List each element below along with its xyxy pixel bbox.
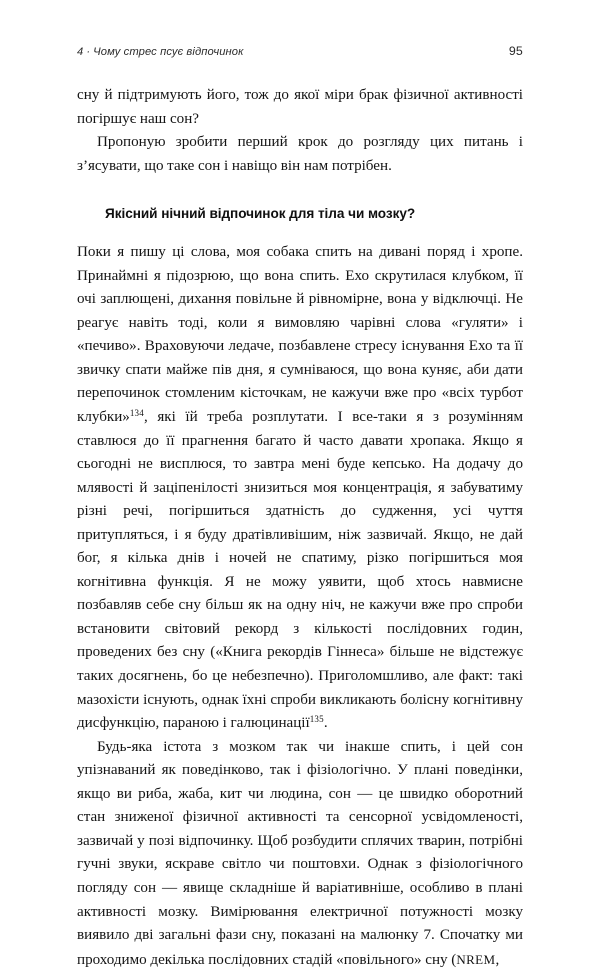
footnote-reference-134: 134 (129, 408, 144, 419)
chapter-title: Чому стрес псує відпочинок (93, 46, 244, 58)
paragraph-text-segment: . (323, 715, 328, 732)
paragraph-sleep-phases (77, 736, 523, 972)
running-head-title (77, 46, 244, 58)
paragraph-text-segment: Поки я пишу ці слова, моя собака спить на дивані поряд і хропе. Принаймні я підозрюю, що вона спить. Ехо скрутилася клубком, її очі заплющені, дихання повільне й рівномірне, вона у відключці. Не реагує навіть тоді, коли я вимовляю чарівні слова «гуляти» і «печиво». Враховуючи ледаче, позбавлене стресу існування Ехо та її звичку спати майже пів дня, я сумніваюся, що вона куняє, аби дати перепочинок стомленим кісточкам, не кажучи вже про «всіх турбот клубки» (77, 244, 523, 426)
paragraph-text-segment: , які їй треба розплутати. І все-таки я з розумінням ставлюся до її прагнення багато й часто давати хропака. Якщо я сьогодні не висплюся, то завтра мені буде кепсько. На додачу до млявості й заціпенілості знизиться моя концентрація, я забуватиму різні речі, погіршиться здатність до судження, усі чуття притупляться, і я буду дратівливішим, ніж зазвичай. Якщо, не дай бог, я кілька днів і ночей не спатиму, різко погіршиться моя когнітивна функція. Я не можу уявити, щоб хтось навмисне позбавляв себе сну більш як на одну ніч, не кажучи вже про спроби встановити світовий рекорд з кількості послідовних годин, проведених без сну («Книга рекордів Гіннеса» більше не відстежує таких досягнень, бо це небезпечно). Приголомшливо, але факт: такі мазохісти існують, однак їхні спроби викликають болісну когнітивну дисфункцію, параною і галюцинації (77, 409, 523, 732)
running-head (77, 44, 523, 58)
paragraph-dog-echo (77, 241, 523, 735)
footnote-reference-135: 135 (309, 714, 324, 725)
paragraph-text-segment: , (495, 951, 500, 968)
chapter-number: 4 (77, 46, 84, 58)
page-number: 95 (508, 44, 523, 58)
paragraph-proposal: Пропоную зробити перший крок до розгляду цих питань і з’ясувати, що таке сон і навіщо він нам потрібен. (77, 134, 523, 174)
paragraph-text-segment: Будь-яка істота з мозком так чи інакше спить, і цей сон упізнаваний як поведінково, так і фізіологічно. У плані поведінки, якщо ви риба, жаба, кит чи людина, сон — це швидко оборотний стан зниженої фізичної активності та сенсорної усвідомленості, зазвичай у позі відпочинку. Щоб розбудити сплячих тварин, потрібні гучні звуки, яскраве світло чи поштовхи. Однак з фізіологічного погляду сон — явище складніше й варіативніше, особливо в плані активності мозку. Вимірювання електричної потужності мозку виявило дві загальні фази сну, показані на малюнку 7. Спочатку ми проходимо декілька послідовних стадій «повільного» сну ( (77, 738, 523, 968)
running-head-separator: · (86, 46, 91, 58)
paragraph-continued: сну й підтримують його, тож до якої міри брак фізичної активності погіршує наш сон? (77, 87, 523, 127)
body-text-block (77, 84, 523, 972)
term-nrem: NREM (456, 951, 496, 967)
section-subheading: Якісний нічний відпочинок для тіла чи мозку? (105, 206, 416, 222)
